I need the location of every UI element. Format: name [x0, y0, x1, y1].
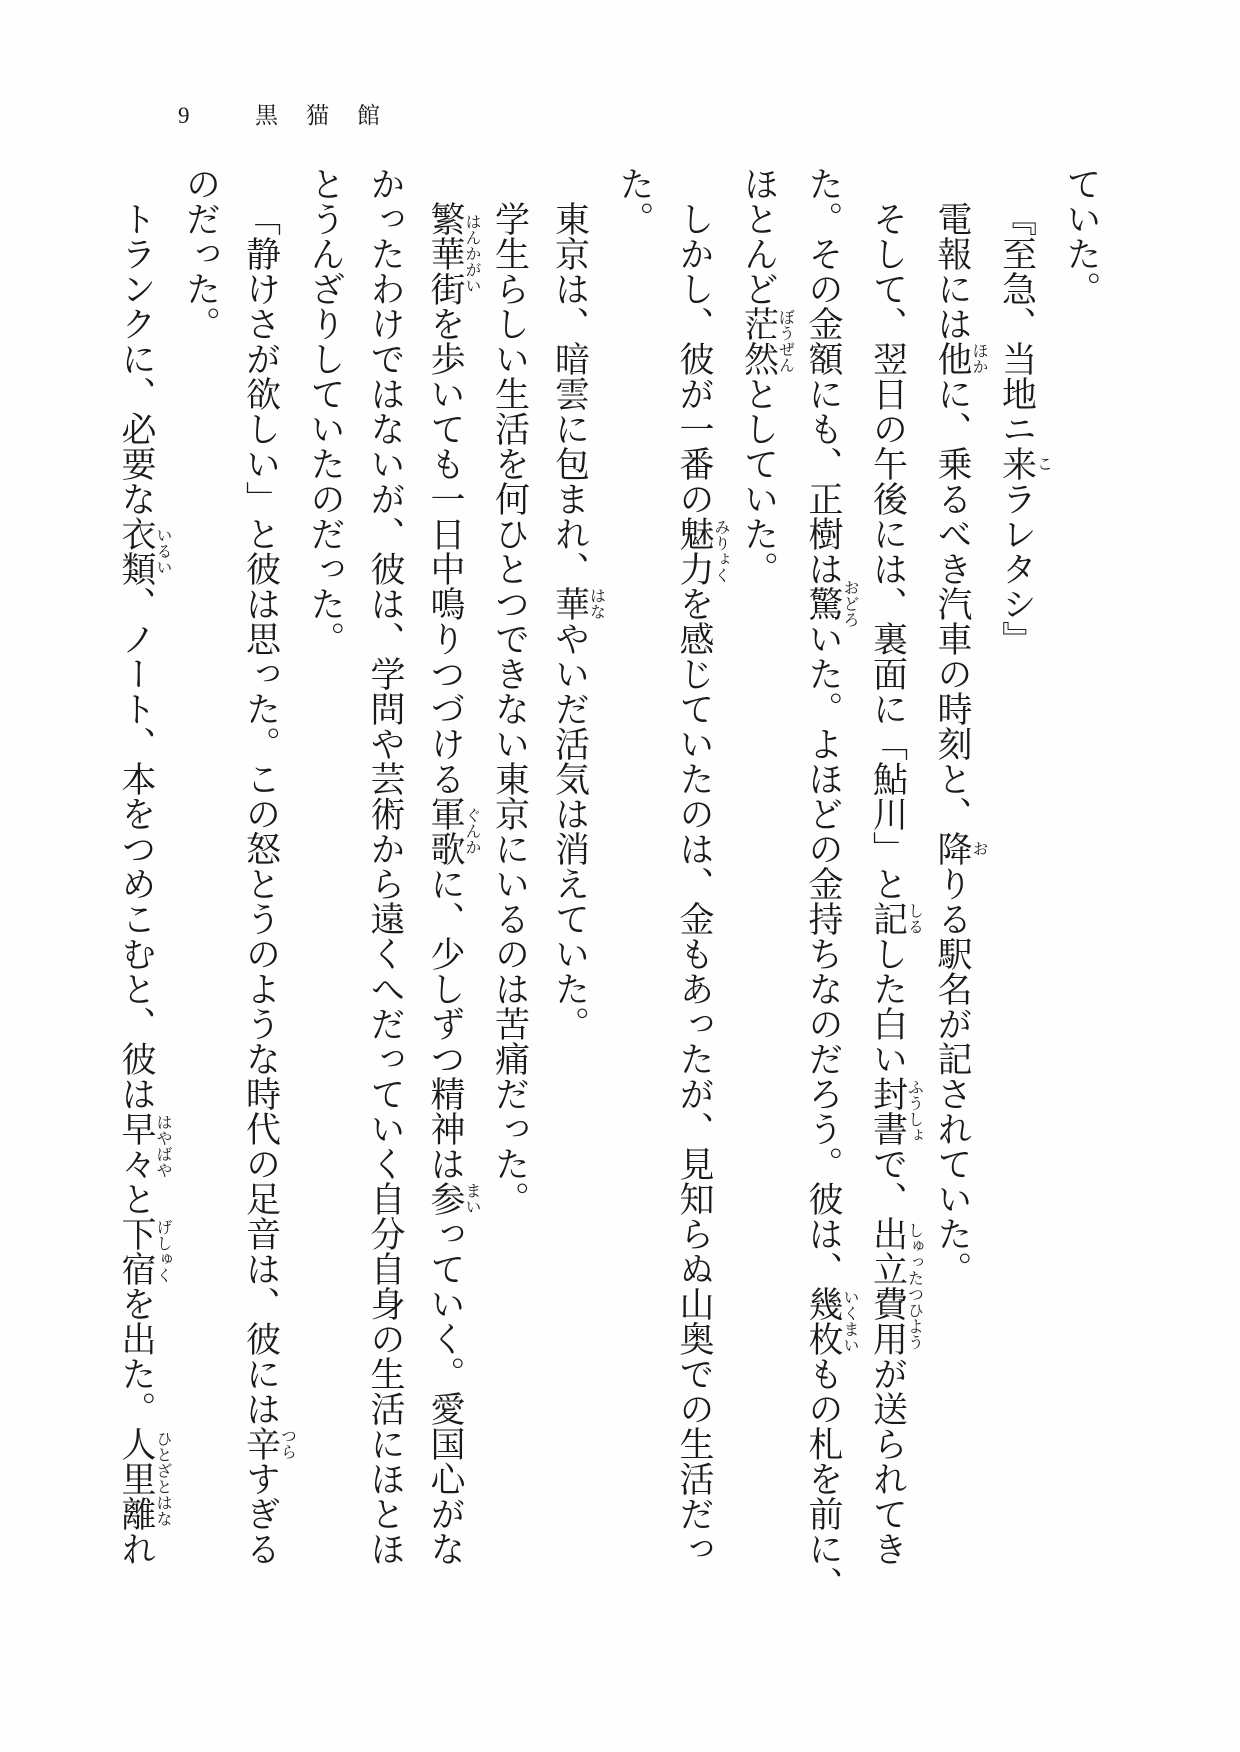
ruby-annotated-text: 衣類いるい: [117, 516, 171, 586]
ruby-annotated-text: 華はな: [550, 586, 605, 621]
text-column: [604, 166, 664, 1566]
ruby-annotated-text: 記しる: [868, 901, 923, 936]
text-run: で、: [868, 1146, 908, 1216]
ruby-annotated-text: 出立費用しゅったつひよう: [868, 1216, 923, 1356]
text-column: [171, 166, 231, 1566]
ruby-annotated-text: 来こ: [997, 446, 1052, 481]
ruby-annotated-text: 軍歌ぐんか: [426, 796, 480, 866]
text-run: ほとんど: [739, 166, 779, 306]
text-run: た。: [615, 166, 654, 236]
text-column: [540, 166, 605, 1566]
furigana: はやばや: [154, 1111, 171, 1181]
text-column: [729, 166, 794, 1566]
text-run: した白い: [868, 936, 908, 1076]
text-run: を感じていたのは、金もあったが、見知らぬ山奥での生活だっ: [675, 586, 714, 1566]
text-run: 『至急、当地ニ: [997, 201, 1037, 446]
text-run: を歩いても一日中鳴りつづける: [426, 306, 465, 796]
text-column: [793, 166, 858, 1601]
furigana: ひとざとはな: [154, 1426, 171, 1531]
ruby-annotated-text: 辛つら: [241, 1426, 296, 1461]
ruby-annotated-text: 他ほか: [933, 341, 987, 376]
ruby-annotated-text: 降お: [933, 831, 987, 866]
text-column: [1051, 166, 1111, 1566]
furigana: げしゅく: [154, 1216, 171, 1286]
ruby-annotated-text: 茫然ぼうぜん: [739, 306, 794, 376]
text-column: [480, 166, 540, 1566]
text-run: と: [117, 1181, 156, 1216]
ruby-annotated-text: 下宿げしゅく: [117, 1216, 171, 1286]
furigana: しる: [905, 901, 923, 936]
furigana: いるい: [154, 516, 171, 586]
furigana: ほか: [970, 341, 987, 376]
text-column: [355, 166, 415, 1566]
text-run: に、少しずつ精神は: [426, 866, 465, 1181]
ruby-annotated-text: 参まい: [426, 1181, 480, 1216]
text-run: いた。よほどの金持ちなのだろう。彼は、: [804, 621, 843, 1286]
furigana: おどろ: [841, 579, 858, 628]
text-run: かったわけではないが、彼は、学問や芸術から遠くへだっていく自分自身の生活にほとほ: [366, 166, 405, 1566]
text-column: [858, 166, 923, 1566]
furigana: みりょく: [712, 516, 729, 586]
furigana: まい: [463, 1181, 480, 1216]
text-run: としていた。: [739, 376, 779, 586]
text-run: 東京は、暗雲に包まれ、: [550, 201, 590, 586]
ruby-annotated-text: 幾枚いくまい: [804, 1286, 858, 1356]
text-column: [415, 166, 480, 1566]
text-run: を出た。: [117, 1286, 156, 1426]
text-column: [922, 166, 987, 1566]
text-run: もの札を前に、: [804, 1356, 843, 1601]
ruby-annotated-text: 魅力みりょく: [675, 516, 729, 586]
text-column: [231, 166, 296, 1566]
running-head-title: 黒 猫 館: [255, 103, 383, 128]
text-body: [117, 166, 1111, 1601]
text-run: やいだ活気は消えていた。: [550, 621, 590, 1041]
text-run: た。その金額にも、正樹は: [804, 166, 843, 586]
text-run: しかし、彼が一番の: [675, 201, 714, 516]
text-run: トランクに、必要な: [117, 201, 156, 516]
text-run: とうんざりしていたのだった。: [306, 166, 345, 656]
text-run: 電報には: [933, 201, 972, 341]
ruby-annotated-text: 封書ふうしょ: [868, 1076, 923, 1146]
furigana: はな: [587, 586, 605, 621]
text-run: が送られてき: [868, 1356, 908, 1566]
furigana: お: [970, 831, 987, 866]
text-run: すぎる: [241, 1461, 281, 1566]
text-run: 「静けさが欲しい」と彼は思った。この怒とうのような時代の足音は、彼には: [241, 201, 281, 1426]
text-column: [295, 166, 355, 1566]
furigana: しゅったつひよう: [905, 1216, 923, 1356]
ruby-annotated-text: 繁華街はんかがい: [426, 201, 480, 306]
furigana: ぼうぜん: [776, 306, 794, 376]
text-column: [106, 166, 171, 1566]
text-run: 、ノート、本をつめこむと、彼は: [117, 586, 156, 1111]
text-run: そして、翌日の午後には、裏面に「鮎川」と: [868, 201, 908, 901]
text-run: ていた。: [1062, 166, 1101, 306]
page-number: 9: [178, 103, 190, 128]
text-column: [987, 166, 1052, 1566]
furigana: はんかがい: [463, 201, 480, 306]
furigana: ふうしょ: [905, 1076, 923, 1146]
text-run: っていく。愛国心がな: [426, 1216, 465, 1566]
text-run: のだった。: [181, 166, 221, 341]
text-run: りる駅名が記されていた。: [933, 866, 972, 1286]
ruby-annotated-text: 早々はやばや: [117, 1111, 171, 1181]
furigana: こ: [1034, 446, 1052, 481]
text-column: [664, 166, 729, 1566]
text-run: ラレタシ』: [997, 481, 1037, 656]
furigana: つら: [278, 1426, 296, 1461]
text-run: れ: [117, 1531, 156, 1566]
furigana: いくまい: [841, 1286, 858, 1356]
text-run: に、乗るべき汽車の時刻と、: [933, 376, 972, 831]
furigana: ぐんか: [463, 796, 480, 866]
ruby-annotated-text: 人里離ひとざとはな: [117, 1426, 171, 1531]
ruby-annotated-text: 驚おどろ: [804, 579, 858, 628]
page-header: [0, 103, 1240, 133]
text-run: 学生らしい生活を何ひとつできない東京にいるのは苦痛だった。: [490, 201, 530, 1216]
